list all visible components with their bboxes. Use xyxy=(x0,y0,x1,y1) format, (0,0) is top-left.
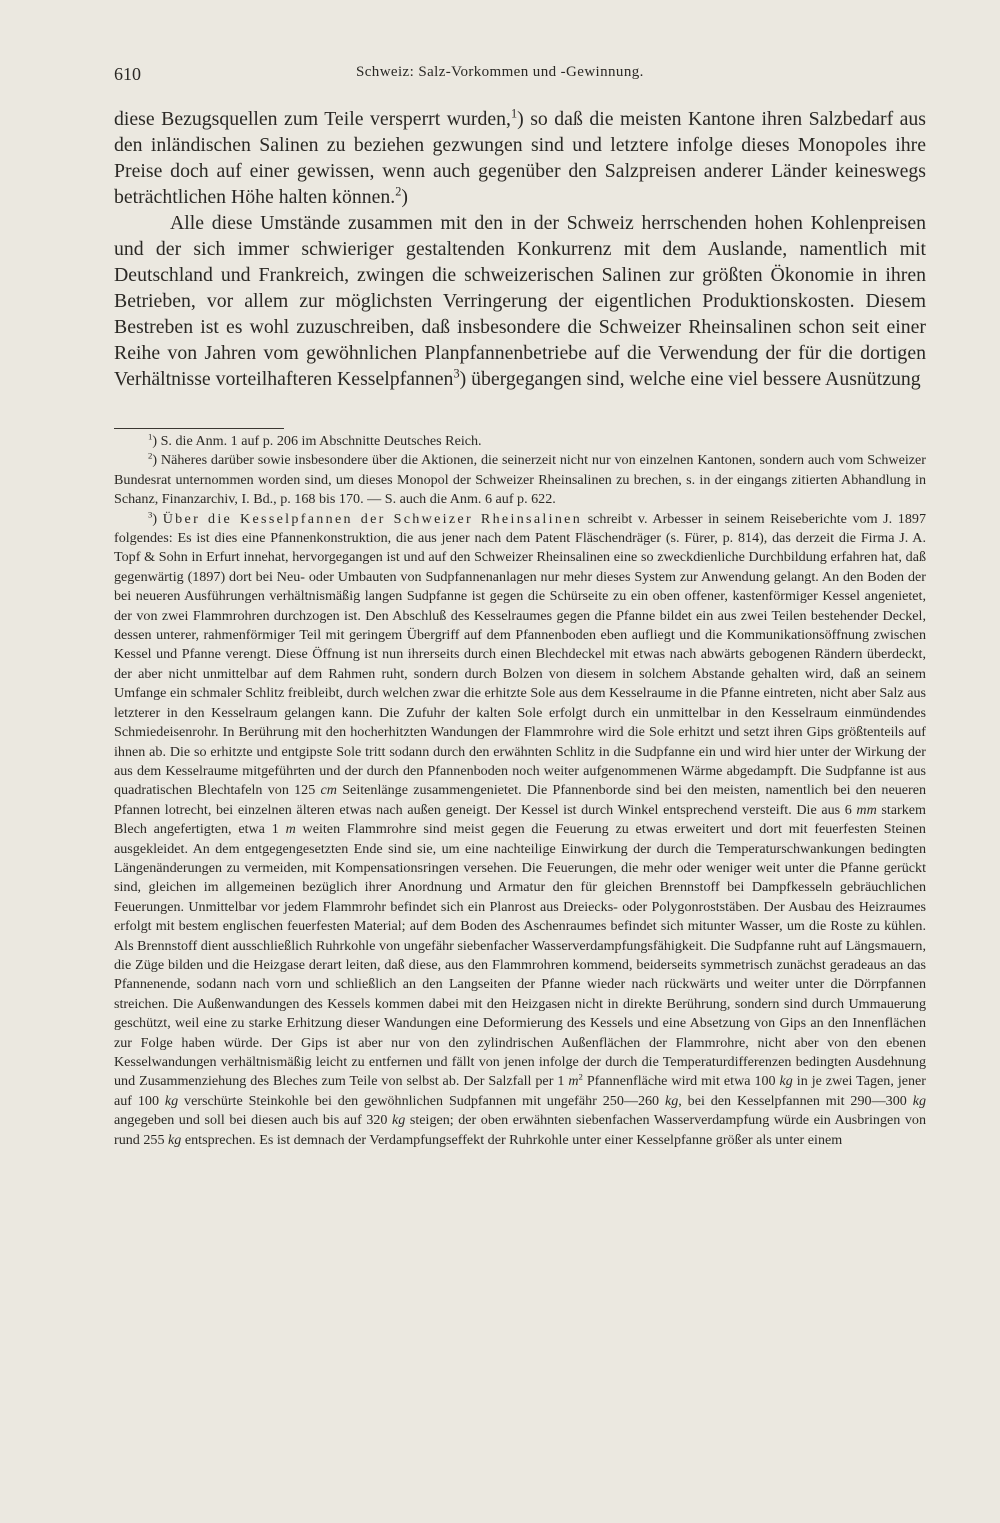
footnote-text: ) Näheres darüber sowie insbesondere über die Aktionen, die seinerzeit nicht nur von einzelnen Kantonen, sondern auch vom Schweizer Bundesrat unternommen worden sind, um dieses Monopol der Schweizer Rheinsalinen zu brechen, s. in der eingangs zitierten Abhandlung in Schanz, Finanzarchiv, I. Bd., p. 168 bis 170. — S. auch die Anm. 6 auf p. 622. xyxy=(114,452,926,508)
text-run: angegeben und soll bei diesen auch bis auf 320 xyxy=(114,1112,393,1129)
unit: kg xyxy=(392,1112,406,1129)
footnote-marker: 1 xyxy=(148,431,153,442)
unit: kg xyxy=(164,1092,179,1109)
text-run: entsprechen. Es ist demnach der Verdampfungseffekt der Ruhrkohle unter einer Kesselpfanne größer als unter einem xyxy=(181,1131,843,1148)
footnote-divider xyxy=(114,428,284,429)
footnote-ref-2: 2 xyxy=(395,184,402,199)
unit: kg xyxy=(664,1092,679,1109)
text-run: in je zwei Tagen, jener auf 100 xyxy=(114,1073,926,1109)
footnote-3 xyxy=(114,510,926,1150)
footnote-ref-1: 1 xyxy=(511,106,518,121)
text-run: ) xyxy=(401,186,408,208)
text-run: , bei den Kesselpfannen mit 290—300 xyxy=(678,1092,913,1109)
footnote-1 xyxy=(114,432,926,451)
page-header xyxy=(114,64,926,90)
running-head: Schweiz: Salz-Vorkommen und -Gewinnung. xyxy=(356,64,644,80)
footnote-ref-3: 3 xyxy=(453,366,460,381)
text-run: ) so daß die meisten Kantone ihren Salzbedarf aus den inländischen Salinen zu beziehen gezwungen sind und letztere infolge dieses Monopoles ihre Preise doch auf einer gewissen, wenn auch gegenüber den Salzpreisen anderer Länder keineswegs beträchtlichen Höhe halten können. xyxy=(114,108,926,208)
text-run: diese Bezugsquellen zum Teile versperrt wurden, xyxy=(114,108,512,130)
paragraph xyxy=(114,210,926,392)
unit: kg xyxy=(912,1092,926,1109)
unit: kg xyxy=(779,1073,793,1090)
footnote-2 xyxy=(114,451,926,509)
unit: m xyxy=(285,821,296,838)
text-run: Pfannenfläche wird mit etwa 100 xyxy=(582,1073,780,1090)
footnote-marker: 2 xyxy=(148,450,153,461)
unit: mm xyxy=(856,801,877,818)
exponent: 2 xyxy=(578,1071,583,1082)
text-run: ) xyxy=(152,510,163,527)
text-run: schreibt v. Arbesser in seinem Reiseberichte vom J. 1897 folgendes: Es ist dies eine Pfannenkonstruktion, die aus jener nach dem Patent Fläschendräger (s. Fürer, p. 814), das derzeit die Firma J. A. Topf & Sohn in Erfurt innehat, hervorgegangen ist und auf den Schweizer Rheinsalinen eine so zweckdienliche Durchbildung erfahren hat, daß gegenwärtig (1897) dort bei Neu- oder Umbauten von Sudpfannenanlagen nur mehr dieses System zur Anwendung gelangt. An den Boden der bei neueren Ausführungen verhältnismäßig langen Sudpfanne ist gegen die Schürseite zu ein oben offener, kastenförmiger Kessel angenietet, der von zwei Flammrohren durchzogen ist. Den Abschluß des Kesselraumes gegen die Pfanne bildet ein aus zwei Teilen bestehender Deckel, dessen unterer, rahmenförmiger Teil mit geringem Übergriff auf dem Pfannenboden eben aufliegt und die Kommunikationsöffnung zwischen Kessel und Pfanne verengt. Diese Öffnung ist nun ihrerseits durch einen Blechdeckel mit etwas nach abwärts gebogenen Rändern überdeckt, der aber nicht unmittelbar auf dem Rahmen ruht, sondern durch Bolzen von diesem in solchem Abstande gehalten wird, daß an seinem Umfange ein schmaler Schlitz freibleibt, durch welchen zwar die erhitzte Sole aus dem Kesselraume in die Pfanne eintreten, nicht aber Salz aus letzterer in den Kesselraum gelangen kann. Die Zufuhr der kalten Sole erfolgt durch ein unmittelbar in den Kesselraum einmündendes Schmiedeisenrohr. In Berührung mit den hocherhitzten Wandungen der Flammrohre wird die Sole erhitzt und setzt ihren Gips größtenteils auf ihnen ab. Die so erhitzte und entgipste Sole tritt sodann durch den erwähnten Schlitz in die Sudpfanne ein und wird hier unter der Wirkung der aus dem Kesselraume mitgeführten und der durch den Pfannenboden noch weiter aufgenommenen Wärme abgedampft. Die Sudpfanne ist aus quadratischen Blechtafeln von 125 xyxy=(114,510,926,799)
spaced-heading: Über die Kesselpfannen der Schweizer Rheinsalinen xyxy=(162,510,583,527)
footnotes xyxy=(114,432,926,1150)
text-run: Alle diese Umstände zusammen mit den in der Schweiz herrschenden hohen Kohlenpreisen und der sich immer schwieriger gestaltenden Konkurrenz mit dem Auslande, namentlich mit Deutschland und Frankreich, zwingen die schweizerischen Salinen zur größten Ökonomie in ihren Betrieben, vor allem zur möglichsten Verringerung der eigentlichen Produktionskosten. Diesem Bestreben ist es wohl zuzuschreiben, daß insbesondere die Schweizer Rheinsalinen schon seit einer Reihe von Jahren vom gewöhnlichen Planpfannenbetriebe auf die Verwendung der für die dortigen Verhältnisse vorteilhafteren Kesselpfannen xyxy=(114,212,926,390)
footnote-text: ) S. die Anm. 1 auf p. 206 im Abschnitte Deutsches Reich. xyxy=(152,433,482,449)
main-text xyxy=(114,106,926,392)
text-run: ) übergegangen sind, welche eine viel bessere Ausnützung xyxy=(459,368,921,390)
unit: cm xyxy=(320,782,337,799)
page-number: 610 xyxy=(114,64,141,84)
unit: kg xyxy=(168,1131,182,1148)
text-run: starkem Blech angefertigten, etwa 1 xyxy=(114,801,926,838)
text-run: Seitenlänge zusammengenietet. Die Pfannenborde sind bei den meisten, namentlich bei den neueren Pfannen lotrecht, bei einzelnen älteren etwas nach außen geneigt. Der Kessel ist durch Winkel entsprechend versteift. Die aus 6 xyxy=(114,782,926,818)
footnote-marker: 3 xyxy=(148,508,153,519)
unit: m xyxy=(568,1073,579,1090)
paragraph-continuation xyxy=(114,106,926,210)
text-run: weiten Flammrohre sind meist gegen die Feuerung zu etwas erweitert und dort mit feuerfesten Steinen ausgekleidet. An dem entgegengesetzten Ende sind sie, um eine nachteilige Einwirkung der durch die Temperaturschwankungen bedingten Längenänderungen zu vermeiden, mit Kompensationsringen versehen. Die Feuerungen, die mehr oder weniger weit unter die Pfanne gerückt sind, gleichen im allgemeinen bezüglich ihrer Anordnung und Armatur den für gleichen Brennstoff bei Dampfkesseln gebräuchlichen Feuerungen. Unmittelbar vor jedem Flammrohr befindet sich ein Planrost aus Dreiecks- oder Polygonroststäben. Der Ausbau des Heizraumes erfolgt mit bestem englischen feuerfesten Material; auf dem Boden des Aschenraumes befindet sich mitunter Wasser, um die Roste zu kühlen. Als Brennstoff dient ausschließlich Ruhrkohle von ungefähr siebenfacher Wasserverdampfungsfähigkeit. Die Sudpfanne ruht auf Längsmauern, die Züge bilden und die Heizgase derart leiten, daß diese, aus den Flammrohren kommend, beiderseits symmetrisch zunächst geradeaus an das Pfannenende, sodann nach vorn und schließlich an den Langseiten der Pfanne wieder nach rückwärts und weiter unter die Dörrpfannen streichen. Die Außenwandungen des Kessels kommen dabei mit den Heizgasen nicht in direkte Berührung, sondern sind durch Ummauerung geschützt, weil eine zu starke Erhitzung dieser Wandungen eine Deformierung des Kessels und eine Absetzung von Gips an den Innenflächen zur Folge haben würde. Der Gips ist aber nur von den zylindrischen Außenflächen der Flammrohre, nicht aber von den ebenen Kesselwandungen verhältnismäßig leicht zu entfernen und fällt von jenen infolge der durch die Temperaturdifferenzen bedingten Ausdehnung und Zusammenziehung des Bleches zum Teile von selbst ab. Der Salzfall per 1 xyxy=(114,821,926,1090)
text-run: verschürte Steinkohle bei den gewöhnlichen Sudpfannen mit ungefähr 250—260 xyxy=(178,1092,665,1109)
text-run: steigen; der oben erwähnten siebenfachen Wasserverdampfung würde ein Ausbringen von rund 255 xyxy=(114,1112,926,1148)
